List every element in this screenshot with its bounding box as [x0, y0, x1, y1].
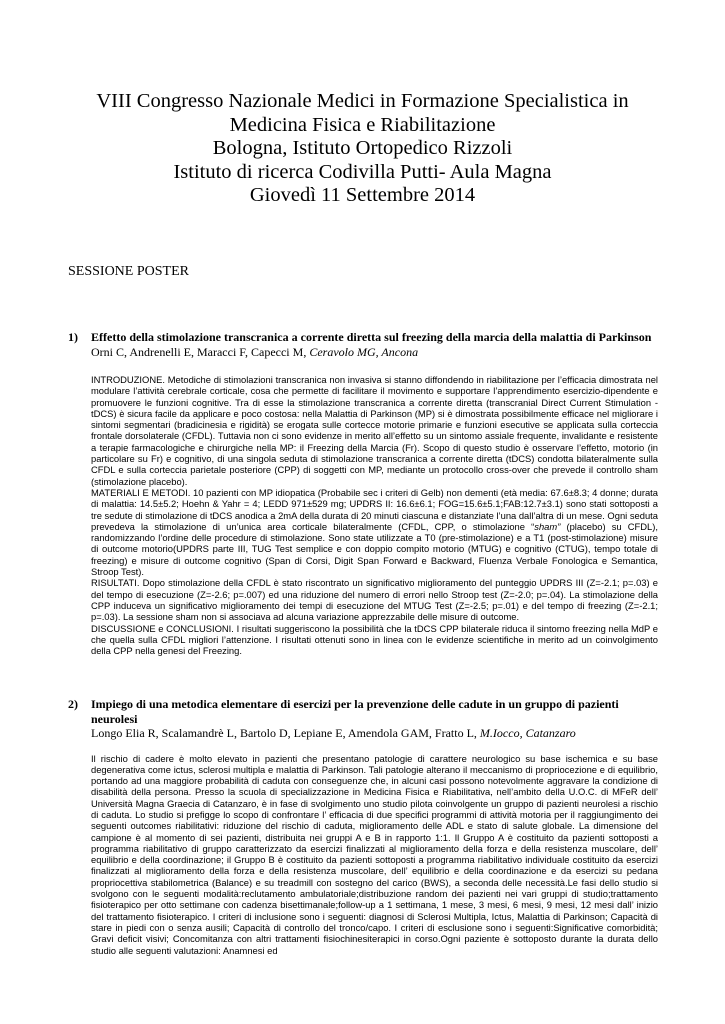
abstract-2	[68, 697, 658, 956]
body-paragraph: INTRODUZIONE. Metodiche di stimolazioni transcranica non invasiva si stanno diffondendo in riabilitazione per l’efficacia dimostrata nel modulare l’attività cerebrale corticale, cosa che permette di facilitare il movimento e supportare l’apprendimento esercizio-dipendente e promuovere le funzioni cognitive. Tra di esse la stimolazione transcranica a corrente diretta (transcranial Direct Current Stimulation - tDCS) è sicura facile da applicare e poco costosa: nella Malattia di Parkinson (MP) si è dimostrata possibilmente efficace nel migliorare i sintomi segmentari (bradicinesia e rigidità) se erogata sulle cortecce motorie primarie e funzioni esecutive se applicata sulla corteccia frontale dorsolaterale (CFDL). Tuttavia non ci sono evidenze in merito all’effetto su un sintomo assiale frequente, invalidante e resistente a terapie farmacologiche e chirurgiche nella MP: il Freezing della Marcia (Fr). Scopo di questo studio è osservare l’effetto, motorio (in particolare su Fr) e cognitivo, di una singola seduta di stimolazione transcranica a corrente diretta (tDCS) condotta bilateralmente sulla CFDL e sulla corteccia parietale posteriore (CPP) di soggetti con MP, mediante un protocollo cross-over che prevede il controllo sham (stimolazione placebo).	[91, 374, 658, 487]
abstract-body	[91, 374, 658, 656]
body-paragraph: Il rischio di cadere è molto elevato in pazienti che presentano patologie di carattere neurologico su base ischemica e su base degenerativa come ictus, sclerosi multipla e malattia di Parkinson. Tali patologie alterano il meccanismo di propriocezione e di equilibrio, portando ad una maggiore probabilità di caduta con conseguenze che, in alcuni casi possono notevolmente aggravare la condizione di disabilità della persona. Presso la scuola di specializzazione in Medicina Fisica e Riabilitativa, nell’ambito della U.O.C. di MFeR dell’ Università Magna Graecia di Catanzaro, è in fase di svolgimento uno studio pilota coinvolgente un gruppo di pazienti neurolesi a rischio di caduta. Lo studio si prefigge lo scopo di confrontare l’ efficacia di due specifici programmi di attività motoria per il raggiungimento dei seguenti outcomes riabilitativi: riduzione del rischio di caduta, miglioramento delle ADL e stato di salute globale. La dimensione del campione è al momento di sei pazienti, distribuita nei gruppi A e B in rapporto 1:1. Il Gruppo A è costituito da pazienti sottoposti a programma riabilitativo di gruppo caratterizzato da esercizi finalizzati al miglioramento della forza e della resistenza muscolare, dell’ equilibrio e della coordinazione; il Gruppo B è costituito da pazienti sottoposti a programma riabilitativo individuale costituito da esercizi finalizzati al miglioramento della forza e della resistenza muscolare, dell’ equilibrio e della coordinazione e da esercizi su pedana propriocettiva stabilometrica (Balance) e su treadmill con sostegno del carico (BWS), a seconda delle necessità.Le fasi dello studio si svolgono con le seguenti modalità:reclutamento ambulatoriale;distribuzione random dei pazienti nei vari gruppi di studio;trattamento fisioterapico per otto settimane con cadenza bisettimanale;follow-up a 1 settimana, 1 mese, 3 mesi, 6 mesi, 9 mesi, 12 mesi dall’ inizio del trattamento fisioterapico. I criteri di inclusione sono i seguenti: diagnosi di Sclerosi Multipla, Ictus, Malattia di Parkinson; Capacità di stare in piedi con o senza ausili; Capacità di controllo del tronco/capo. I criteri di esclusione sono i seguenti:Significative comorbidità; Gravi deficit visivi; Concomitanza con altri trattamenti fisiochinesiterapici in corso.Ogni paziente è sottoposto durante la durata dello studio alle seguenti valutazioni: Anamnesi ed	[91, 752, 658, 956]
abstract-authors	[91, 345, 658, 360]
abstract-number: 1)	[68, 330, 78, 344]
body-text: (placebo) su CFDL), randomizzando l’ordine delle procedure di stimolazione. Sono state utilizzate a T0 (pre-stimolazione) e a T1 (post-stimolazione) misure di outcome motorio(UPDRS parte III, TUG Test semplice e con doppio compito motorio (MTUG) e cognitivo (CTUG), tempo totale di freezing) e misure di outcome cognitivo (Span di Corsi, Digit Span Forward e Backward, Fluenza Verbale Fonologica e Semantica, Stroop Test).	[91, 520, 658, 578]
header-line: VIII Congresso Nazionale Medici in Formazione Specialistica in	[96, 90, 629, 112]
header-line: Bologna, Istituto Ortopedico Rizzoli	[212, 137, 513, 160]
abstract-authors	[91, 726, 658, 741]
body-italic: sham”	[534, 520, 561, 532]
header-line: Giovedì 11 Settembre 2014	[249, 184, 476, 207]
body-paragraph: DISCUSSIONE e CONCLUSIONI. I risultati suggeriscono la possibilità che la tDCS CPP bilaterale riduca il sintomo freezing nella MdP e che quella sulla CFDL migliori l’attenzione. I risultati ottenuti sono in linea con le evidenze scientifiche in merito ad un coinvolgimento della CPP nella genesi del Freezing.	[91, 622, 658, 657]
affiliation-text: Ceravolo MG, Ancona	[309, 344, 419, 359]
authors-text: Orni C, Andrenelli E, Maracci F, Capecci M,	[91, 344, 310, 359]
abstract-title: Effetto della stimolazione transcranica a corrente diretta sul freezing della marcia della malattia di Parkinson	[91, 330, 652, 344]
body-text: MATERIALI E METODI. 10 pazienti con MP idiopatica (Probabile sec i criteri di Gelb) non dementi (età media: 67.6±8.3; 4 donne; durata di malattia: 14.5±5.2; Hoehn & Yahr = 4; LEDD 971±529 mg; UPDRS II: 16.6±6.1; FOG=15.6±5.1;FAB:12.7±3.1) sono stati sottoposti a tre sedute di stimolazione di tDCS anodica a 2mA della durata di 20 minuti ciascuna e distanziate l’una dall’altra di un mese. Ogni seduta prevedeva la stimolazione di un’unica area corticale bilateralmente (CFDL, CPP, o stimolazione “	[91, 486, 658, 532]
affiliation-text: M.Iocco, Catanzaro	[479, 726, 576, 740]
abstract-number: 2)	[68, 697, 78, 711]
abstract-title: Impiego di una metodica elementare di esercizi per la prevenzione delle cadute in un gruppo di pazienti neurolesi	[91, 697, 619, 726]
session-title: SESSIONE POSTER	[68, 264, 189, 279]
body-paragraph	[91, 487, 658, 577]
congress-header	[40, 90, 685, 208]
abstract-body	[91, 753, 658, 956]
abstract-1	[68, 330, 658, 656]
body-paragraph: RISULTATI. Dopo stimolazione della CFDL è stato riscontrato un significativo miglioramento del punteggio UPDRS III (Z=-2.1; p=.03) e del tempo di esecuzione (Z=-2.6; p=.007) ed una riduzione del numero di errori nello Stroop test (Z=-2.0; p=.04). La stimolazione della CPP induceva un significativo miglioramento dei tempi di esecuzione del MTUG Test (Z=-2.5; p=.01) e del tempo di freezing (Z=-2.1; p=.03). La sessione sham non si associava ad alcuna variazione apprezzabile delle misure di outcome.	[91, 577, 658, 623]
header-line: Medicina Fisica e Riabilitazione	[229, 113, 496, 136]
header-line: Istituto di ricerca Codivilla Putti- Aula Magna	[173, 160, 552, 183]
authors-text: Longo Elia R, Scalamandrè L, Bartolo D, Lepiane E, Amendola GAM, Fratto L,	[91, 726, 480, 740]
